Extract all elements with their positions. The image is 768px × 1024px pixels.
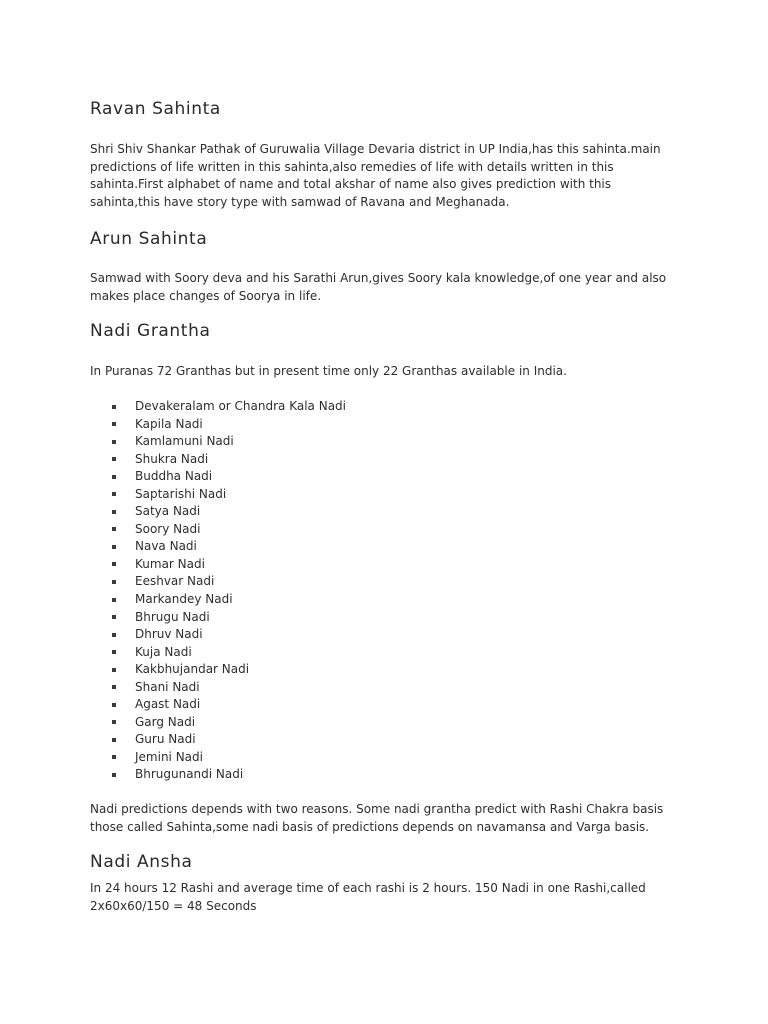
paragraph-arun-sahinta: Samwad with Soory deva and his Sarathi Arun,gives Soory kala knowledge,of one year and also makes place changes of Soorya in life. [90, 271, 667, 303]
paragraph-nadi-ansha: In 24 hours 12 Rashi and average time of each rashi is 2 hours. 150 Nadi in one Rashi,called 2x60x60/150 = 48 Seconds [90, 881, 646, 913]
list-item [90, 714, 346, 732]
paragraph-nadi-grantha-intro: In Puranas 72 Granthas but in present time only 22 Granthas available in India. [90, 364, 567, 378]
square-bullet-icon [112, 457, 116, 461]
paragraph-ravan-sahinta: Shri Shiv Shankar Pathak of Guruwalia Village Devaria district in UP India,has this sahinta.main predictions of life written in this sahinta,also remedies of life with details written in this sahinta.First alphabet of name and total akshar of name also gives prediction with this sahinta,this have story type with samwad of Ravana and Meghanada. [90, 142, 661, 209]
square-bullet-icon [112, 492, 116, 496]
list-item-label: Jemini Nadi [135, 749, 203, 764]
list-item [90, 573, 346, 591]
square-bullet-icon [112, 510, 116, 514]
square-bullet-icon [112, 738, 116, 742]
list-item [90, 451, 346, 469]
square-bullet-icon [112, 650, 116, 654]
list-item-label: Eeshvar Nadi [135, 574, 215, 589]
list-item [90, 398, 346, 416]
list-item-label: Kamlamuni Nadi [135, 434, 234, 449]
list-item-label: Bhrugu Nadi [135, 609, 210, 624]
list-item-label: Agast Nadi [135, 697, 201, 712]
nadi-grantha-list [90, 398, 346, 784]
list-item-label: Shukra Nadi [135, 451, 209, 466]
square-bullet-icon [112, 580, 116, 584]
list-item [90, 468, 346, 486]
list-item [90, 503, 346, 521]
square-bullet-icon [112, 685, 116, 689]
square-bullet-icon [112, 422, 116, 426]
list-item-label: Kumar Nadi [135, 556, 205, 571]
square-bullet-icon [112, 598, 116, 602]
list-item-label: Satya Nadi [135, 504, 201, 519]
list-item-label: Saptarishi Nadi [135, 486, 227, 501]
square-bullet-icon [112, 633, 116, 637]
heading-arun-sahinta: Arun Sahinta [90, 229, 208, 249]
list-item [90, 749, 346, 767]
square-bullet-icon [112, 562, 116, 566]
list-item-label: Devakeralam or Chandra Kala Nadi [135, 399, 347, 413]
list-item [90, 609, 346, 627]
square-bullet-icon [112, 720, 116, 724]
list-item-label: Kuja Nadi [135, 644, 192, 659]
square-bullet-icon [112, 405, 116, 409]
list-item [90, 556, 346, 574]
list-item [90, 696, 346, 714]
list-item [90, 416, 346, 434]
list-item-label: Guru Nadi [135, 732, 196, 747]
list-item-label: Kakbhujandar Nadi [135, 662, 250, 677]
square-bullet-icon [112, 773, 116, 777]
list-item-label: Bhrugunandi Nadi [135, 767, 244, 782]
list-item-label: Nava Nadi [135, 539, 197, 554]
square-bullet-icon [112, 755, 116, 759]
heading-nadi-ansha: Nadi Ansha [90, 852, 193, 872]
square-bullet-icon [112, 440, 116, 444]
list-item-label: Shani Nadi [135, 679, 200, 694]
list-item [90, 521, 346, 539]
square-bullet-icon [112, 545, 116, 549]
list-item [90, 433, 346, 451]
square-bullet-icon [112, 703, 116, 707]
list-item-label: Dhruv Nadi [135, 627, 203, 642]
list-item-label: Buddha Nadi [135, 469, 213, 484]
list-item [90, 626, 346, 644]
heading-ravan-sahinta: Ravan Sahinta [90, 99, 221, 119]
paragraph-nadi-grantha-outro: Nadi predictions depends with two reasons. Some nadi grantha predict with Rashi Chakra basis those called Sahinta,some nadi basis of predictions depends on navamansa and Varga basis. [90, 802, 664, 834]
list-item-label: Soory Nadi [135, 521, 201, 536]
heading-nadi-grantha: Nadi Grantha [90, 321, 211, 341]
list-item [90, 486, 346, 504]
square-bullet-icon [112, 615, 116, 619]
list-item-label: Kapila Nadi [135, 416, 203, 431]
list-item [90, 679, 346, 697]
list-item-label: Markandey Nadi [135, 592, 233, 607]
list-item [90, 538, 346, 556]
square-bullet-icon [112, 668, 116, 672]
list-item [90, 591, 346, 609]
square-bullet-icon [112, 527, 116, 531]
list-item [90, 766, 346, 784]
list-item [90, 731, 346, 749]
list-item [90, 644, 346, 662]
square-bullet-icon [112, 475, 116, 479]
list-item [90, 661, 346, 679]
list-item-label: Garg Nadi [135, 714, 196, 729]
